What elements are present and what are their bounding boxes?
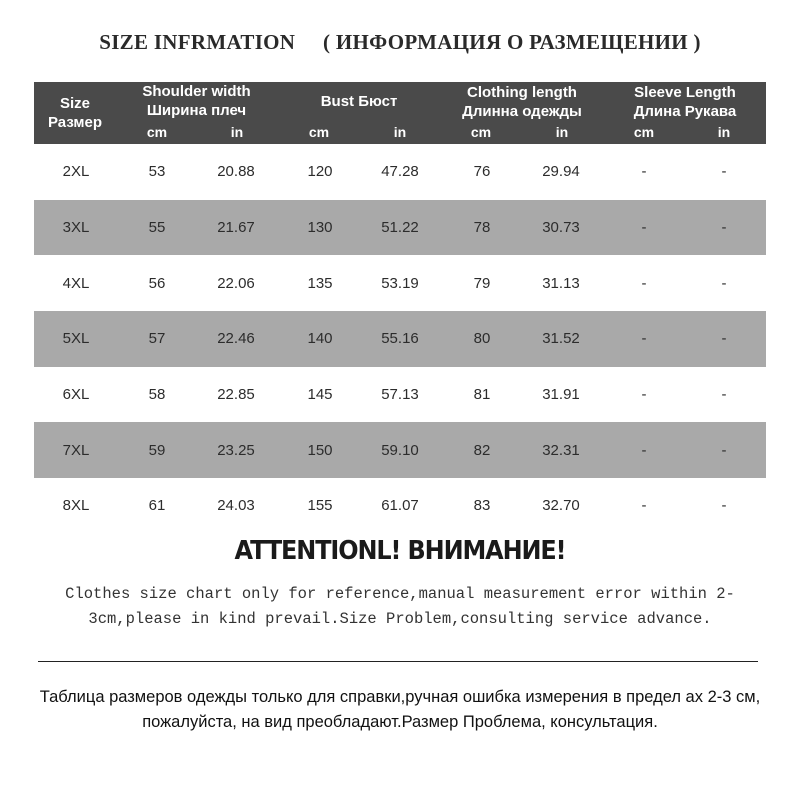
cell-sleeve-cm: - [641,274,647,292]
cell-sleeve-cm: - [641,219,647,237]
cell-size: 6XL [62,386,90,404]
cell-length-cm: 82 [473,441,491,459]
unit-length-in: in [555,124,569,140]
unit-shoulder-in: in [230,124,244,140]
header-length [442,83,602,121]
cell-sleeve-in: - [721,330,727,348]
cell-bust-in: 59.10 [381,441,419,459]
table-row [34,200,766,256]
table-header [34,82,766,144]
cell-sleeve-cm: - [641,163,647,181]
unit-shoulder-cm: cm [146,124,168,140]
cell-shoulder-cm: 57 [148,330,166,348]
cell-shoulder-in: 24.03 [217,497,255,515]
cell-length-in: 30.73 [542,219,580,237]
cell-length-in: 32.31 [542,441,580,459]
cell-size: 8XL [62,497,90,515]
cell-bust-cm: 145 [307,386,333,404]
cell-shoulder-in: 20.88 [217,163,255,181]
header-size-ru: Размер [47,114,103,131]
cell-shoulder-in: 22.85 [217,386,255,404]
cell-size: 4XL [62,274,90,292]
cell-bust-cm: 135 [307,274,333,292]
cell-sleeve-in: - [721,497,727,515]
cell-length-cm: 83 [473,497,491,515]
cell-size: 3XL [62,219,90,237]
cell-shoulder-cm: 59 [148,441,166,459]
cell-size: 7XL [62,441,90,459]
cell-sleeve-in: - [721,219,727,237]
cell-shoulder-in: 23.25 [217,441,255,459]
cell-bust-cm: 130 [307,219,333,237]
cell-bust-in: 57.13 [381,386,419,404]
header-sleeve [617,83,753,121]
cell-shoulder-cm: 56 [148,274,166,292]
cell-shoulder-cm: 55 [148,219,166,237]
cell-sleeve-in: - [721,163,727,181]
header-length-ru: Длинна одежды [462,103,582,120]
cell-length-in: 31.52 [542,330,580,348]
cell-sleeve-cm: - [641,330,647,348]
size-table [34,82,766,534]
cell-bust-in: 47.28 [381,163,419,181]
cell-length-in: 31.13 [542,274,580,292]
cell-length-cm: 76 [473,163,491,181]
cell-sleeve-cm: - [641,497,647,515]
cell-sleeve-in: - [721,274,727,292]
cell-shoulder-in: 22.06 [217,274,255,292]
cell-shoulder-in: 22.46 [217,330,255,348]
cell-bust-cm: 120 [307,163,333,181]
cell-sleeve-cm: - [641,441,647,459]
cell-sleeve-in: - [721,386,727,404]
cell-shoulder-cm: 61 [148,497,166,515]
unit-bust-cm: cm [308,124,330,140]
cell-size: 2XL [62,163,90,181]
unit-sleeve-in: in [717,124,731,140]
cell-shoulder-cm: 53 [148,163,166,181]
cell-sleeve-in: - [721,441,727,459]
cell-bust-in: 53.19 [381,274,419,292]
unit-bust-in: in [393,124,407,140]
cell-length-in: 29.94 [542,163,580,181]
header-size [40,94,110,132]
cell-bust-cm: 155 [307,497,333,515]
table-row [34,367,766,423]
cell-length-cm: 80 [473,330,491,348]
cell-bust-cm: 140 [307,330,333,348]
table-row [34,311,766,367]
cell-length-in: 32.70 [542,497,580,515]
attention-heading: ATTENTIONL! ВНИМАНИЕ! [234,536,566,566]
note-english: Clothes size chart only for reference,manual measurement error within 2-3cm,please in kind prevail.Size Problem,consulting service advance. [65,585,735,628]
page-title: SIZE INFRMATION ( ИНФОРМАЦИЯ О РАЗМЕЩЕНИИ ) [99,30,701,54]
cell-shoulder-in: 21.67 [217,219,255,237]
cell-length-cm: 78 [473,219,491,237]
table-row [34,422,766,478]
unit-sleeve-cm: cm [633,124,655,140]
cell-length-in: 31.91 [542,386,580,404]
header-size-en: Size [59,95,90,112]
table-row [34,144,766,200]
cell-length-cm: 81 [473,386,491,404]
header-length-en: Clothing length [467,84,577,101]
cell-sleeve-cm: - [641,386,647,404]
cell-length-cm: 79 [473,274,491,292]
header-shoulder [124,82,269,120]
header-shoulder-en: Shoulder width [142,83,251,100]
unit-length-cm: cm [470,124,492,140]
cell-size: 5XL [62,330,90,348]
cell-bust-in: 51.22 [381,219,419,237]
note-russian: Таблица размеров одежды только для справки,ручная ошибка измерения в предел ах 2-3 см, пожалуйста, на вид преобладают.Размер Проблема, консультация. [39,688,761,731]
table-row [34,255,766,311]
cell-shoulder-cm: 58 [148,386,166,404]
cell-bust-in: 61.07 [381,497,419,515]
table-body [34,144,766,534]
header-sleeve-ru: Длина Рукава [633,103,737,120]
header-shoulder-ru: Ширина плеч [146,102,247,119]
header-bust: Bust Бюст [320,93,398,110]
cell-bust-cm: 150 [307,441,333,459]
header-sleeve-en: Sleeve Length [634,84,736,101]
divider [38,661,758,662]
cell-bust-in: 55.16 [381,330,419,348]
table-row [34,478,766,534]
